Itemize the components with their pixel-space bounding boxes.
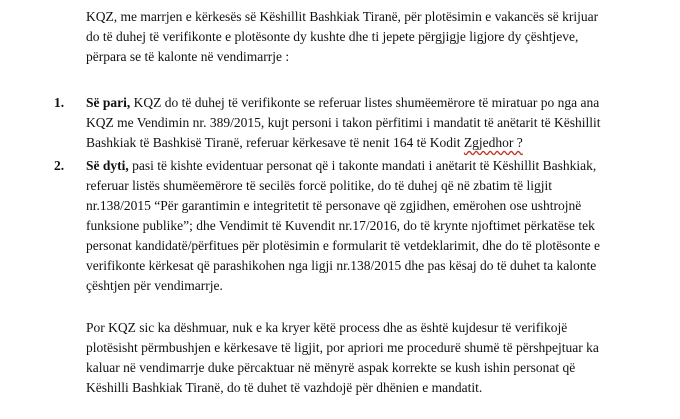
- list-number: 1.: [54, 95, 65, 110]
- item-lead: Së dyti,: [86, 158, 129, 173]
- intro-line: do të duhej të verifikonte e plotësonte dy kushte dhe ti jepete përgjigje ligjore dy çështjeve,: [86, 29, 579, 44]
- closing-line: Këshilli Bashkiak Tiranë, do të duhet të vazhdojë për dhënien e mandatit.: [86, 380, 483, 395]
- item-text: KQZ do të duhej të verifikonte se referuar listes shumëemërore të miratuar po nga ana: [130, 95, 600, 110]
- item-text: pasi të kishte evidentuar personat që i takonte mandati i anëtarit të Këshillit Bashkiak,: [128, 158, 597, 173]
- item-line: nr.138/2015 “Për garantimin e integritetit të personave që zgjidhen, emërohen ose ushtrojnë: [86, 198, 582, 213]
- item-lead: Së pari,: [86, 95, 131, 110]
- intro-line: KQZ, me marrjen e kërkesës së Këshillit Bashkiak Tiranë, për plotësimin e vakancës së krijuar: [86, 9, 599, 24]
- closing-line: plotësisht përmbushjen e kërkesave të ligjit, por apriori me procedurë shumë të përshpejtuar ka: [86, 340, 599, 355]
- list-item-2: [54, 156, 626, 296]
- closing-line: Por KQZ sic ka dëshmuar, nuk e ka kryer këtë process dhe as është kujdesur të verifikojë: [86, 320, 568, 335]
- item-line: [86, 133, 626, 153]
- item-line: funksione publike”; dhe Vendimit të Kuvendit nr.17/2016, do të krynte njoftimet përkatëse tek: [86, 218, 595, 233]
- intro-paragraph: [86, 7, 626, 67]
- item-text: Bashkiak të Bashkisë Tiranë, referuar kërkesave të nenit 164 të Kodit: [86, 135, 464, 150]
- closing-line: kaluar në vendimarrje duke përcaktuar në mënyrë aspak korrekte se kush ishin personat që: [86, 360, 576, 375]
- item-line: [86, 156, 626, 176]
- item-line: KQZ me Vendimin nr. 389/2015, kujt personi i takon përfitimi i mandatit të anëtarit të Këshillit: [86, 115, 601, 130]
- item-line: referuar listës shumëemërore të secilës forcë politike, do të duhej që në zbatim të ligjit: [86, 178, 552, 193]
- item-line: [86, 95, 599, 110]
- intro-line: përpara se të kalonte në vendimarrje :: [86, 49, 290, 64]
- list-item-1: [54, 93, 626, 153]
- spellcheck-marked-text: Zgjedhor ?: [463, 135, 523, 150]
- item-line: verifikonte kërkesat që parashikohen nga ligji nr.138/2015 dhe pas kësaj do të duhet ta kalonte: [86, 258, 597, 273]
- item-line: personat kandidatë/përfitues për plotësimin e formularit të vetdeklarimit, dhe do të plotësonte e: [86, 238, 600, 253]
- list-number: 2.: [54, 158, 65, 173]
- item-line: çështjen për vendimarrje.: [86, 278, 223, 293]
- closing-paragraph: [86, 318, 626, 398]
